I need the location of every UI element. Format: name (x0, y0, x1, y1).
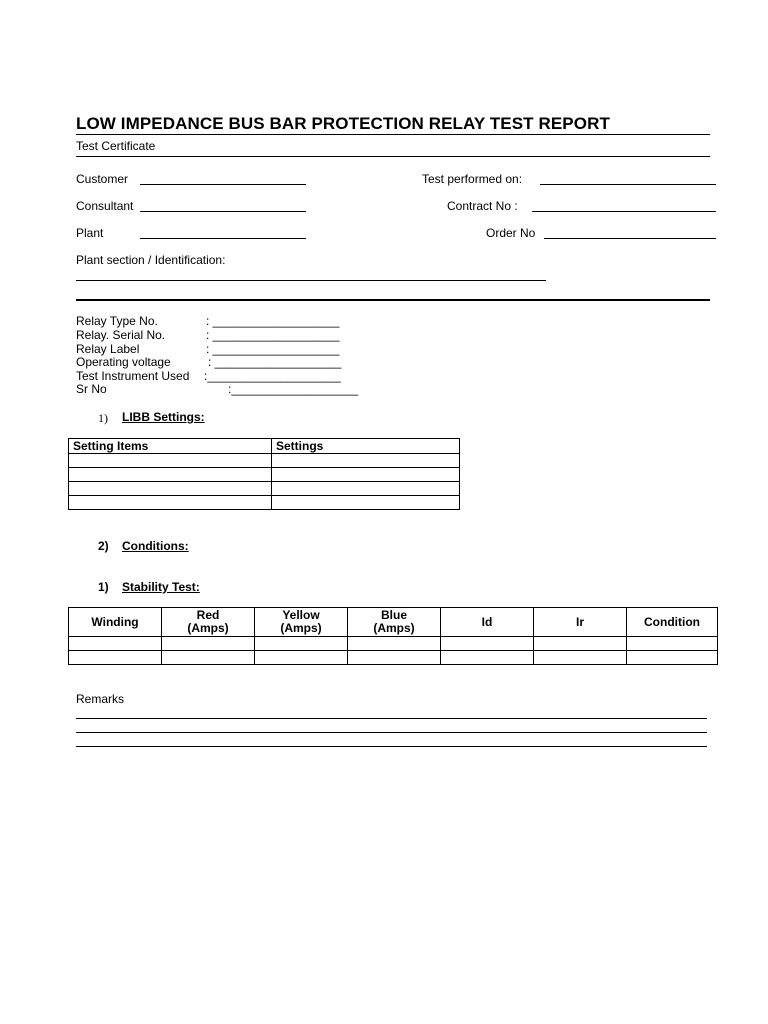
table-row (69, 468, 460, 482)
sr-no-label: Sr No (76, 382, 107, 396)
conditions-section-number: 2) (98, 539, 109, 553)
condition-header: Condition (627, 608, 718, 637)
order-no-label: Order No (486, 226, 536, 240)
table-cell[interactable] (272, 496, 460, 510)
report-title: LOW IMPEDANCE BUS BAR PROTECTION RELAY TEST REPORT (76, 114, 610, 133)
table-cell[interactable] (69, 496, 272, 510)
customer-label: Customer (76, 172, 129, 186)
operating-voltage-field[interactable]: : ___________________ (208, 355, 342, 369)
table-row (69, 651, 718, 665)
test-performed-field[interactable] (540, 184, 716, 185)
table-cell[interactable] (69, 651, 162, 665)
contract-no-label: Contract No : (447, 199, 518, 213)
customer-field[interactable] (140, 184, 306, 185)
table-cell[interactable] (69, 468, 272, 482)
remarks-line[interactable] (76, 746, 707, 747)
yellow-header: Yellow (Amps) (255, 608, 348, 637)
table-cell[interactable] (627, 637, 718, 651)
consultant-field[interactable] (140, 211, 306, 212)
table-cell[interactable] (69, 482, 272, 496)
table-cell[interactable] (441, 651, 534, 665)
stability-table (68, 607, 718, 665)
table-row (69, 454, 460, 468)
stability-table-header (69, 608, 718, 637)
table-row (69, 482, 460, 496)
remarks-label: Remarks (76, 692, 125, 706)
libb-section-title: LIBB Settings: (122, 410, 205, 424)
table-row (69, 496, 460, 510)
table-cell[interactable] (162, 637, 255, 651)
libb-section-number: 1) (98, 411, 108, 425)
table-cell[interactable] (162, 651, 255, 665)
table-cell[interactable] (272, 482, 460, 496)
settings-table-header (69, 439, 460, 454)
settings-header: Settings (272, 439, 460, 454)
table-cell[interactable] (272, 454, 460, 468)
relay-serial-field[interactable]: : ___________________ (206, 328, 340, 342)
section-divider (76, 299, 710, 301)
stability-section-title: Stability Test: (122, 580, 200, 594)
sr-no-field[interactable]: :___________________ (228, 382, 359, 396)
remarks-line[interactable] (76, 732, 707, 733)
table-cell[interactable] (534, 637, 627, 651)
relay-serial-label: Relay. Serial No. (76, 328, 166, 342)
table-cell[interactable] (69, 454, 272, 468)
table-cell[interactable] (255, 651, 348, 665)
test-performed-label: Test performed on: (422, 172, 523, 186)
relay-label-field[interactable]: : ___________________ (206, 342, 340, 356)
relay-type-label: Relay Type No. (76, 314, 158, 328)
plant-section-label: Plant section / Identification: (76, 253, 226, 267)
consultant-label: Consultant (76, 199, 134, 213)
table-cell[interactable] (348, 637, 441, 651)
relay-type-field[interactable]: : ___________________ (206, 314, 340, 328)
test-instrument-field[interactable]: :____________________ (204, 369, 341, 383)
conditions-section-title: Conditions: (122, 539, 189, 553)
relay-label-label: Relay Label (76, 342, 140, 356)
certificate-divider (76, 156, 710, 157)
blue-header: Blue (Amps) (348, 608, 441, 637)
table-cell[interactable] (348, 651, 441, 665)
table-cell[interactable] (441, 637, 534, 651)
table-cell[interactable] (272, 468, 460, 482)
plant-label: Plant (76, 226, 104, 240)
plant-field[interactable] (140, 238, 306, 239)
table-cell[interactable] (627, 651, 718, 665)
test-instrument-label: Test Instrument Used (76, 369, 190, 383)
remarks-line[interactable] (76, 718, 707, 719)
table-cell[interactable] (255, 637, 348, 651)
winding-header: Winding (69, 608, 162, 637)
settings-table (68, 438, 460, 510)
setting-items-header: Setting Items (69, 439, 272, 454)
operating-voltage-label: Operating voltage (76, 355, 171, 369)
contract-no-field[interactable] (532, 211, 716, 212)
red-header: Red (Amps) (162, 608, 255, 637)
test-certificate-label: Test Certificate (76, 139, 156, 153)
plant-section-field[interactable] (76, 280, 546, 281)
order-no-field[interactable] (544, 238, 716, 239)
title-underline (76, 134, 710, 135)
table-row (69, 637, 718, 651)
table-cell[interactable] (69, 637, 162, 651)
table-cell[interactable] (534, 651, 627, 665)
id-header: Id (441, 608, 534, 637)
ir-header: Ir (534, 608, 627, 637)
stability-section-number: 1) (98, 580, 109, 594)
